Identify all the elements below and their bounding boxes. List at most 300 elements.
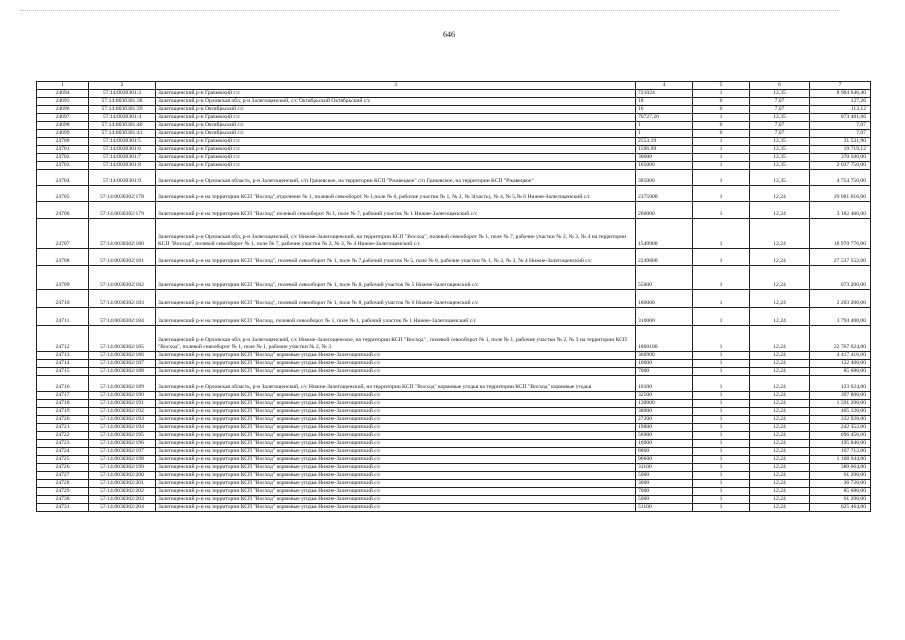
cadastral-table xyxy=(36,81,871,512)
row-number-cell: 24702 xyxy=(37,154,89,162)
area-cell: 55000 xyxy=(636,266,693,290)
row-number-cell: 24694 xyxy=(37,90,89,98)
location-description-cell: Залегощенский р-н Орловская обл, р-н Залегощенский, с/с Нижне-Залегощенское, на территории КСП "Восход" , полевой севооборот № 1, поле № 1, рабочие участки № 2, № 3 на территории КСП "Восход", полевой севооборот № 1, поле № 1, рабочие участки № 2, № 3 xyxy=(156,326,636,352)
location-description-cell: Залегощенский р-н Орловская область, р-н Залегощенский, с/п Грачевское, на территории КСП "Ржавецкое" с/п Грачевское, на территории КСП "Ржавецкое" xyxy=(156,170,636,186)
rate-cell: 7,07 xyxy=(750,98,810,106)
row-number-cell: 24723 xyxy=(37,440,89,448)
cadastral-number-cell: 57:14:0030302:190 xyxy=(89,392,156,400)
location-description-cell: Залегощенский р-н Грачевский с/с xyxy=(156,114,636,122)
category-code-cell: 1 xyxy=(693,464,750,472)
area-cell: 2249800 xyxy=(636,249,693,266)
location-description-cell: Залегощенский р-н на территории КСП "Восход", полевой севооборот № 1, поле № 8, рабочий участок № 5 Нижне-Залегощенский с/с xyxy=(156,266,636,290)
rate-cell: 12,35 xyxy=(750,154,810,162)
cadastral-number-cell: 57:14:0030302:178 xyxy=(89,186,156,202)
cadastral-value-cell: 397 800,00 xyxy=(810,392,871,400)
rate-cell: 12,24 xyxy=(750,456,810,464)
area-cell: 18 xyxy=(636,98,693,106)
location-description-cell: Залегощенский р-н Октябрьский с/с xyxy=(156,122,636,130)
location-description-cell: Залегощенский р-н на территории КСП "Восход" кормовые угодья Нижне-Залегощенский с/с xyxy=(156,448,636,456)
row-number-cell: 24719 xyxy=(37,408,89,416)
cadastral-value-cell: 127,26 xyxy=(810,98,871,106)
table-row xyxy=(37,472,871,480)
category-code-cell: 1 xyxy=(693,186,750,202)
row-number-cell: 24730 xyxy=(37,496,89,504)
cadastral-value-cell: 195 840,00 xyxy=(810,440,871,448)
category-code-cell: 1 xyxy=(693,249,750,266)
cadastral-number-cell: 57:14:0030302:191 xyxy=(89,400,156,408)
rate-cell: 12,24 xyxy=(750,448,810,456)
cadastral-value-cell: 85 680,00 xyxy=(810,368,871,376)
area-cell: 10100 xyxy=(636,376,693,392)
table-row xyxy=(37,416,871,424)
page-number: 646 xyxy=(443,30,455,39)
location-description-cell: Залегощенский р-н Орловская обл, р-н Залегощенский, с/с Нижне-Залегощенский, на территории КСП "Восход", полевой севооборот № 1, поле № 7, рабочие участки № 2, № 3, № 4 на территории КСП "Восход", полевой севооборот № 1, поле № 7, рабочие участки № 2, № 3, № 4 Нижне-Залегощенский с/с xyxy=(156,219,636,249)
cadastral-value-cell: 61 200,00 xyxy=(810,496,871,504)
location-description-cell: Залегощенский р-н Орловская обл, р-н Залегощенский, с/с Октябрьский Октябрьский с/с xyxy=(156,98,636,106)
location-description-cell: Залегощенский р-н Октябрьский с/с xyxy=(156,130,636,138)
cadastral-value-cell: 113,12 xyxy=(810,106,871,114)
location-description-cell: Залегощенский р-н на территории КСП "Восход" кормовые угодья Нижне-Залегощенский с/с xyxy=(156,392,636,400)
category-code-cell: 1 xyxy=(693,416,750,424)
area-cell: 1596,69 xyxy=(636,146,693,154)
rate-cell: 12,24 xyxy=(750,464,810,472)
cadastral-value-cell: 3 182 400,00 xyxy=(810,202,871,219)
cadastral-number-cell: 57:14:0030302:200 xyxy=(89,472,156,480)
location-description-cell: Залегощенский р-н Грачевский с/с xyxy=(156,146,636,154)
rate-cell: 12,24 xyxy=(750,368,810,376)
category-code-cell: 1 xyxy=(693,376,750,392)
row-number-cell: 24726 xyxy=(37,464,89,472)
row-number-cell: 24729 xyxy=(37,488,89,496)
rate-cell: 12,24 xyxy=(750,472,810,480)
cadastral-value-cell: 4 754 750,00 xyxy=(810,170,871,186)
area-cell: 90600 xyxy=(636,456,693,464)
cadastral-number-cell: 57:14:0030302:183 xyxy=(89,290,156,308)
cadastral-value-cell: 107 712,00 xyxy=(810,448,871,456)
area-cell: 38000 xyxy=(636,408,693,416)
area-cell: 360900 xyxy=(636,352,693,360)
category-code-cell: 1 xyxy=(693,162,750,170)
row-number-cell: 24720 xyxy=(37,416,89,424)
category-code-cell: 1 xyxy=(693,504,750,512)
table-row xyxy=(37,400,871,408)
table-row xyxy=(37,448,871,456)
area-cell: 1 xyxy=(636,122,693,130)
area-cell: 7000 xyxy=(636,488,693,496)
cadastral-number-cell: 57:14:0030302:203 xyxy=(89,496,156,504)
table-row xyxy=(37,130,871,138)
category-code-cell: 1 xyxy=(693,440,750,448)
cadastral-value-cell: 332 928,00 xyxy=(810,416,871,424)
category-code-cell: 6 xyxy=(693,122,750,130)
area-cell: 7000 xyxy=(636,368,693,376)
category-code-cell: 1 xyxy=(693,488,750,496)
rate-cell: 12,24 xyxy=(750,186,810,202)
rate-cell: 12,35 xyxy=(750,170,810,186)
cadastral-number-cell: 57:14:0030302:199 xyxy=(89,464,156,472)
cadastral-number-cell: 57:14:0030302:187 xyxy=(89,360,156,368)
area-cell: 3000 xyxy=(636,480,693,488)
table-row xyxy=(37,376,871,392)
area-cell: 2553,19 xyxy=(636,138,693,146)
table-row xyxy=(37,432,871,440)
category-code-cell: 1 xyxy=(693,360,750,368)
cadastral-value-cell: 380 664,00 xyxy=(810,464,871,472)
cadastral-value-cell: 18 970 776,00 xyxy=(810,219,871,249)
area-cell: 180000 xyxy=(636,290,693,308)
cadastral-value-cell: 29 081 016,00 xyxy=(810,186,871,202)
row-number-cell: 24706 xyxy=(37,202,89,219)
location-description-cell: Залегощенский р-н на территории КСП "Восход" кормовые угодья Нижне-Залегощенский с/с xyxy=(156,504,636,512)
cadastral-value-cell: 370 500,00 xyxy=(810,154,871,162)
location-description-cell: Залегощенский р-н на территории КСП "Восход" кормовые угодья Нижне-Залегощенский с/с xyxy=(156,488,636,496)
table-row xyxy=(37,219,871,249)
area-cell: 31100 xyxy=(636,464,693,472)
cadastral-value-cell: 61 200,00 xyxy=(810,472,871,480)
cadastral-value-cell: 696 456,00 xyxy=(810,432,871,440)
cadastral-value-cell: 122 400,00 xyxy=(810,360,871,368)
cadastral-number-cell: 57:14:0030301:6 xyxy=(89,146,156,154)
row-number-cell: 24718 xyxy=(37,400,89,408)
table-row xyxy=(37,424,871,432)
cadastral-value-cell: 1 108 944,00 xyxy=(810,456,871,464)
location-description-cell: Залегощенский р-н на территории КСП "Восход" кормовые угодья Нижне-Залегощенский с/с xyxy=(156,464,636,472)
area-cell: 1 xyxy=(636,130,693,138)
cadastral-value-cell: 7,07 xyxy=(810,122,871,130)
row-number-cell: 24725 xyxy=(37,456,89,464)
rate-cell: 12,24 xyxy=(750,266,810,290)
row-number-cell: 24701 xyxy=(37,146,89,154)
table-row xyxy=(37,170,871,186)
table-row xyxy=(37,114,871,122)
category-code-cell: 1 xyxy=(693,308,750,326)
cadastral-number-cell: 57:14:0030302:204 xyxy=(89,504,156,512)
category-code-cell: 1 xyxy=(693,400,750,408)
row-number-cell: 24727 xyxy=(37,472,89,480)
location-description-cell: Залегощенский р-н на территории КСП "Восход",отделение № 1, полевой севооборот № 1,поле № 6, рабочие участки № 1, № 2, № 3(часть), № 4, № 5,№ 6 Нижне-Залегощенский с/с xyxy=(156,186,636,202)
rate-cell: 12,24 xyxy=(750,219,810,249)
location-description-cell: Залегощенский р-н на территории КСП "Восход" кормовые угодья Нижне-Залегощенский с/с xyxy=(156,416,636,424)
area-cell: 56900 xyxy=(636,432,693,440)
area-cell: 721024 xyxy=(636,90,693,98)
table-row xyxy=(37,154,871,162)
row-number-cell: 24700 xyxy=(37,138,89,146)
category-code-cell: 1 xyxy=(693,392,750,400)
rate-cell: 7,07 xyxy=(750,122,810,130)
table-body xyxy=(37,82,871,512)
category-code-cell: 1 xyxy=(693,266,750,290)
area-cell: 19800 xyxy=(636,424,693,432)
cadastral-number-cell: 57:14:0030301:38 xyxy=(89,98,156,106)
category-code-cell: 1 xyxy=(693,219,750,249)
cadastral-number-cell: 57:14:0030301:7 xyxy=(89,154,156,162)
category-code-cell: 1 xyxy=(693,424,750,432)
rate-cell: 12,24 xyxy=(750,400,810,408)
cadastral-number-cell: 57:14:0030302:194 xyxy=(89,424,156,432)
category-code-cell: 1 xyxy=(693,496,750,504)
row-number-cell: 24698 xyxy=(37,122,89,130)
cadastral-number-cell: 57:14:0030302:196 xyxy=(89,440,156,448)
row-number-cell: 24728 xyxy=(37,480,89,488)
area-cell: 5000 xyxy=(636,496,693,504)
location-description-cell: Залегощенский р-н на территории КСП "Восход" кормовые угодья Нижне-Залегощенский с/с xyxy=(156,424,636,432)
location-description-cell: Залегощенский р-н на территории КСП "Восход" кормовые угодья Нижне-Залегощенский с/с xyxy=(156,496,636,504)
cadastral-number-cell: 57:14:0030301:40 xyxy=(89,122,156,130)
column-header: 6 xyxy=(750,82,810,90)
column-header: 7 xyxy=(810,82,871,90)
location-description-cell: Залегощенский р-н на территории КСП "Восход" кормовые угодья Нижне-Залегощенский с/с xyxy=(156,352,636,360)
rate-cell: 12,24 xyxy=(750,480,810,488)
location-description-cell: Залегощенский р-н Грачевский с/с xyxy=(156,162,636,170)
cadastral-number-cell: 57:14:0030301:9 xyxy=(89,170,156,186)
area-cell: 5000 xyxy=(636,472,693,480)
location-description-cell: Залегощенский р-н на территории КСП "Восход" кормовые угодья Нижне-Залегощенский с/с xyxy=(156,472,636,480)
area-cell: 30000 xyxy=(636,154,693,162)
cadastral-value-cell: 31 531,90 xyxy=(810,138,871,146)
cadastral-value-cell: 2 203 200,00 xyxy=(810,290,871,308)
cadastral-value-cell: 242 352,00 xyxy=(810,424,871,432)
cadastral-number-cell: 57:14:0030302:181 xyxy=(89,249,156,266)
category-code-cell: 1 xyxy=(693,326,750,352)
row-number-cell: 24714 xyxy=(37,360,89,368)
category-code-cell: 6 xyxy=(693,106,750,114)
category-code-cell: 1 xyxy=(693,154,750,162)
table-row xyxy=(37,392,871,400)
cadastral-value-cell: 625 464,00 xyxy=(810,504,871,512)
rate-cell: 12,35 xyxy=(750,138,810,146)
location-description-cell: Залегощенский р-н на территории КСП "Восход", полевой севооборот № 1, поле № 8, рабочий участок № 6 Нижне-Залегощенский с/с xyxy=(156,290,636,308)
cadastral-number-cell: 57:14:0030302:188 xyxy=(89,368,156,376)
area-cell: 16000 xyxy=(636,440,693,448)
area-cell: 165000 xyxy=(636,162,693,170)
location-description-cell: Залегощенский р-н на территории КСП "Восход" кормовые угодья Нижне-Залегощенский с/с xyxy=(156,368,636,376)
area-cell: 385000 xyxy=(636,170,693,186)
table-row xyxy=(37,368,871,376)
rate-cell: 12,35 xyxy=(750,90,810,98)
rate-cell: 12,24 xyxy=(750,392,810,400)
rate-cell: 12,24 xyxy=(750,432,810,440)
location-description-cell: Залегощенский р-н Орловская область, р-н Залегощенский, с/с Нижне-Залегощенский, на территории КСП "Восход" кормовые угодья на территории КСП "Восход" кормовые угодья xyxy=(156,376,636,392)
row-number-cell: 24707 xyxy=(37,219,89,249)
area-cell: 2375900 xyxy=(636,186,693,202)
table-row xyxy=(37,326,871,352)
area-cell: 8800 xyxy=(636,448,693,456)
table-row xyxy=(37,122,871,130)
row-number-cell: 24721 xyxy=(37,424,89,432)
rate-cell: 12,35 xyxy=(750,114,810,122)
rate-cell: 12,24 xyxy=(750,202,810,219)
category-code-cell: 1 xyxy=(693,202,750,219)
cadastral-value-cell: 7,07 xyxy=(810,130,871,138)
cadastral-number-cell: 57:14:0030302:192 xyxy=(89,408,156,416)
table-row xyxy=(37,456,871,464)
table-row xyxy=(37,308,871,326)
category-code-cell: 1 xyxy=(693,146,750,154)
category-code-cell: 1 xyxy=(693,114,750,122)
location-description-cell: Залегощенский р-н на территории КСП "Восход", полевой севооборот № 1, поле № 7,рабочий участок № 5, поле № 8, рабочие участки № 1, № 2, № 3, № 4 Нижне-Залегощенский с/с xyxy=(156,249,636,266)
area-cell: 27200 xyxy=(636,416,693,424)
row-number-cell: 24709 xyxy=(37,266,89,290)
area-cell: 310000 xyxy=(636,308,693,326)
location-description-cell: Залегощенский р-н на территории КСП "Восход" кормовые угодья Нижне-Залегощенский с/с xyxy=(156,360,636,368)
category-code-cell: 1 xyxy=(693,448,750,456)
location-description-cell: Залегощенский р-н на территории КСП "Восход" кормовые угодья Нижне-Залегощенский с/с xyxy=(156,432,636,440)
cadastral-value-cell: 1 591 200,00 xyxy=(810,400,871,408)
table-row xyxy=(37,464,871,472)
scan-artifact-line xyxy=(20,10,840,12)
location-description-cell: Залегощенский р-н на территории КСП "Восход" кормовые угодья Нижне-Залегощенский с/с xyxy=(156,480,636,488)
cadastral-number-cell: 57:14:0030301:8 xyxy=(89,162,156,170)
category-code-cell: 1 xyxy=(693,472,750,480)
table-row xyxy=(37,440,871,448)
location-description-cell: Залегощенский р-н Грачевский с/с xyxy=(156,138,636,146)
row-number-cell: 24703 xyxy=(37,162,89,170)
category-code-cell: 1 xyxy=(693,138,750,146)
row-number-cell: 24715 xyxy=(37,368,89,376)
cadastral-number-cell: 57:14:0030302:201 xyxy=(89,480,156,488)
row-number-cell: 24704 xyxy=(37,170,89,186)
table-row xyxy=(37,106,871,114)
area-cell: 130000 xyxy=(636,400,693,408)
table-row xyxy=(37,352,871,360)
row-number-cell: 24731 xyxy=(37,504,89,512)
cadastral-number-cell: 57:14:0030302:198 xyxy=(89,456,156,464)
location-description-cell: Залегощенский р-н Октябрьский с/с xyxy=(156,106,636,114)
row-number-cell: 24710 xyxy=(37,290,89,308)
area-cell: 51100 xyxy=(636,504,693,512)
table-row xyxy=(37,162,871,170)
category-code-cell: 1 xyxy=(693,456,750,464)
row-number-cell: 24705 xyxy=(37,186,89,202)
row-number-cell: 24713 xyxy=(37,352,89,360)
table-row xyxy=(37,249,871,266)
row-number-cell: 24699 xyxy=(37,130,89,138)
table-row xyxy=(37,360,871,368)
area-cell: 10000 xyxy=(636,360,693,368)
rate-cell: 7,07 xyxy=(750,106,810,114)
location-description-cell: Залегощенский р-н на территории КСП "Восход" кормовые угодья Нижне-Залегощенский с/с xyxy=(156,400,636,408)
table-row xyxy=(37,138,871,146)
area-cell: 16 xyxy=(636,106,693,114)
rate-cell: 12,24 xyxy=(750,249,810,266)
location-description-cell: Залегощенский р-н на территории КСП "Восход" кормовые угодья Нижне-Залегощенский с/с xyxy=(156,440,636,448)
category-code-cell: 1 xyxy=(693,352,750,360)
column-header: 5 xyxy=(693,82,750,90)
category-code-cell: 6 xyxy=(693,98,750,106)
row-number-cell: 24695 xyxy=(37,98,89,106)
table-row xyxy=(37,504,871,512)
location-description-cell: Залегощенский р-н Грачевский с/с xyxy=(156,90,636,98)
cadastral-number-cell: 57:14:0030302:186 xyxy=(89,352,156,360)
cadastral-value-cell: 8 904 646,40 xyxy=(810,90,871,98)
rate-cell: 12,24 xyxy=(750,488,810,496)
cadastral-value-cell: 36 720,00 xyxy=(810,480,871,488)
cadastral-number-cell: 57:14:0030302:189 xyxy=(89,376,156,392)
area-cell: 1860100 xyxy=(636,326,693,352)
table-row xyxy=(37,496,871,504)
cadastral-value-cell: 465 120,00 xyxy=(810,408,871,416)
location-description-cell: Залегощенский р-н на территории КСП "Восход" полевой севооборот № 1, поле № 7, рабочий участок № 1 Нижне-Залегощенский с/с xyxy=(156,202,636,219)
rate-cell: 12,24 xyxy=(750,408,810,416)
category-code-cell: 1 xyxy=(693,432,750,440)
rate-cell: 12,35 xyxy=(750,162,810,170)
area-cell: 1549900 xyxy=(636,219,693,249)
category-code-cell: 1 xyxy=(693,90,750,98)
table-row xyxy=(37,488,871,496)
row-number-cell: 24712 xyxy=(37,326,89,352)
cadastral-number-cell: 57:14:0030302:180 xyxy=(89,219,156,249)
rate-cell: 12,24 xyxy=(750,308,810,326)
rate-cell: 7,07 xyxy=(750,130,810,138)
cadastral-number-cell: 57:14:0030302:182 xyxy=(89,266,156,290)
table-row xyxy=(37,202,871,219)
row-number-cell: 24717 xyxy=(37,392,89,400)
category-code-cell: 1 xyxy=(693,408,750,416)
location-description-cell: Залегощенский р-н на территории КСП "Восход" кормовые угодья Нижне-Залегощенский с/с xyxy=(156,408,636,416)
cadastral-number-cell: 57:14:0030302:184 xyxy=(89,308,156,326)
table-row xyxy=(37,146,871,154)
rate-cell: 12,24 xyxy=(750,376,810,392)
cadastral-value-cell: 22 767 624,00 xyxy=(810,326,871,352)
location-description-cell: Залегощенский р-н на территории КСП "Восход, полевой севооборот № 1, поле № 1, рабочий участок № 1 Нижне-Залегощенский с/с xyxy=(156,308,636,326)
rate-cell: 12,24 xyxy=(750,440,810,448)
area-cell: 70727,26 xyxy=(636,114,693,122)
row-number-cell: 24711 xyxy=(37,308,89,326)
table-row xyxy=(37,90,871,98)
rate-cell: 12,24 xyxy=(750,504,810,512)
area-cell: 260000 xyxy=(636,202,693,219)
row-number-cell: 24716 xyxy=(37,376,89,392)
table-row xyxy=(37,290,871,308)
column-header: 4 xyxy=(636,82,693,90)
area-cell: 32500 xyxy=(636,392,693,400)
cadastral-number-cell: 57:14:0030301:4 xyxy=(89,114,156,122)
cadastral-value-cell: 19 719,12 xyxy=(810,146,871,154)
cadastral-number-cell: 57:14:0030301:3 xyxy=(89,90,156,98)
table-row xyxy=(37,408,871,416)
table-row xyxy=(37,186,871,202)
cadastral-number-cell: 57:14:0030302:179 xyxy=(89,202,156,219)
column-header: 2 xyxy=(89,82,156,90)
location-description-cell: Залегощенский р-н на территории КСП "Восход" кормовые угодья Нижне-Залегощенский с/с xyxy=(156,456,636,464)
rate-cell: 12,24 xyxy=(750,424,810,432)
cadastral-number-cell: 57:14:0030301:39 xyxy=(89,106,156,114)
category-code-cell: 1 xyxy=(693,290,750,308)
row-number-cell: 24696 xyxy=(37,106,89,114)
location-description-cell: Залегощенский р-н Грачевский с/с xyxy=(156,154,636,162)
column-header: 3 xyxy=(156,82,636,90)
cadastral-number-cell: 57:14:0030301:41 xyxy=(89,130,156,138)
category-code-cell: 6 xyxy=(693,130,750,138)
cadastral-number-cell: 57:14:0030302:197 xyxy=(89,448,156,456)
cadastral-value-cell: 3 794 400,00 xyxy=(810,308,871,326)
rate-cell: 12,24 xyxy=(750,326,810,352)
rate-cell: 12,24 xyxy=(750,352,810,360)
rate-cell: 12,24 xyxy=(750,360,810,368)
cadastral-number-cell: 57:14:0030302:185 xyxy=(89,326,156,352)
cadastral-value-cell: 85 680,00 xyxy=(810,488,871,496)
row-number-cell: 24722 xyxy=(37,432,89,440)
row-number-cell: 24708 xyxy=(37,249,89,266)
cadastral-value-cell: 27 537 552,00 xyxy=(810,249,871,266)
rate-cell: 12,35 xyxy=(750,146,810,154)
category-code-cell: 1 xyxy=(693,480,750,488)
cadastral-value-cell: 123 624,00 xyxy=(810,376,871,392)
category-code-cell: 1 xyxy=(693,170,750,186)
cadastral-value-cell: 2 037 750,00 xyxy=(810,162,871,170)
cadastral-number-cell: 57:14:0030302:202 xyxy=(89,488,156,496)
category-code-cell: 1 xyxy=(693,368,750,376)
